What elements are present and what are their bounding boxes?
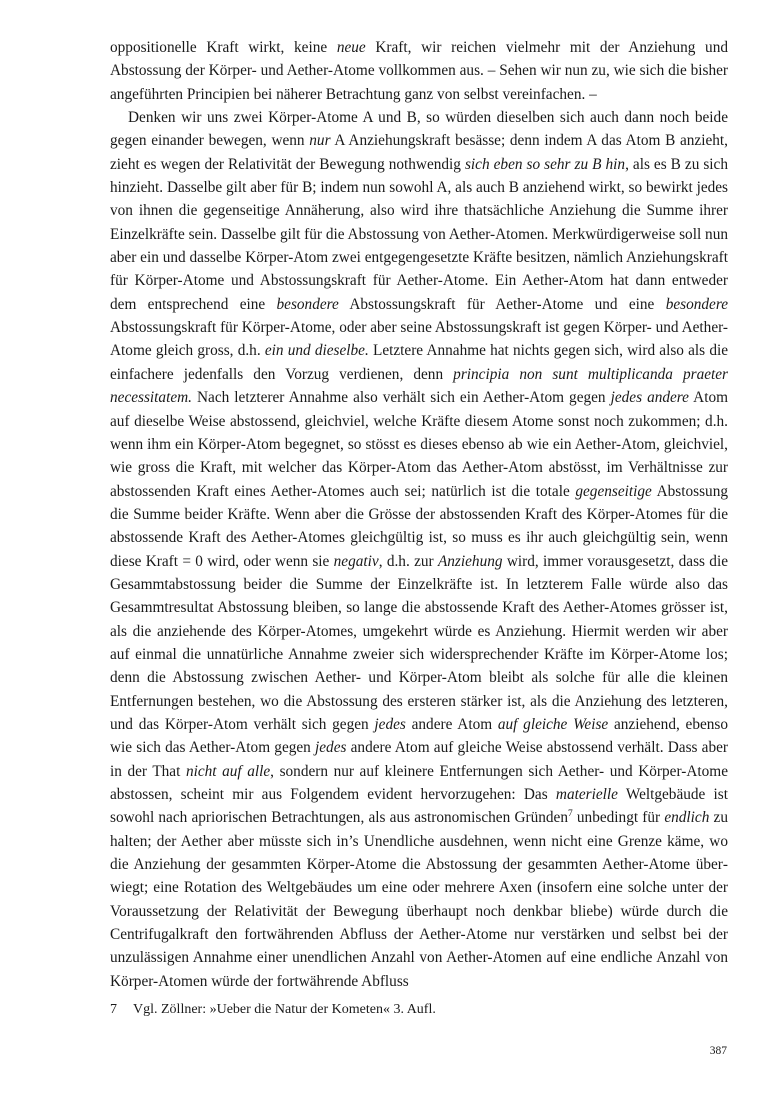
emphasis-text: nicht auf alle — [185, 762, 271, 780]
emphasis-text: auf gleiche Weise — [497, 715, 609, 733]
footnote-number: 7 — [110, 1002, 117, 1017]
emphasis-text: besondere — [665, 295, 728, 313]
emphasis-text: materielle — [555, 786, 618, 803]
emphasis-text: endlich — [664, 809, 710, 827]
body-text — [110, 36, 728, 993]
footnote-text: Vgl. Zöllner: »Ueber die Natur der Kometen« 3. Aufl. — [133, 1002, 436, 1017]
emphasis-text: principia non sunt multiplicanda praeter necessitatem. — [110, 365, 729, 407]
emphasis-text: neue — [336, 39, 366, 56]
emphasis-text: jedes — [315, 739, 347, 757]
emphasis-text: gegenseitige — [575, 482, 652, 500]
paragraph: Denken wir uns zwei Körper-Atome A und B, so würden dieselben sich auch dann noch beide gegen einander bewegen, wenn nur A Anziehungskraft besässe; denn indem A das Atom B anzieht, zieht es wegen der Relativität der Bewegung nothwendig sich eben so sehr zu B hin, als es B zu sich hinzieht. Dasselbe gilt aber für B; indem nun sowohl A, als auch B anziehend wirkt, so bewirkt jedes von ihnen die gegenseitige Annäherung, also wird ihre thatsächliche Anziehung die Summe ihrer Einzelkräfte sein. Dasselbe gilt für die Abstossung von Aether-Atomen. Merkwürdigerweise soll nun aber ein und dasselbe Körper-Atom zwei entgegengesetzte Kräfte besitzen, nämlich Anziehungskraft für Körper-Atome und Abstossungskraft für Aether-Atome. Ein Aether-Atom hat dann entweder dem entsprechend eine besondere Abstossungskraft für Aether-Atome und eine besondere Abstossungskraft für Körper-Atome, oder aber seine Abstossungskraft ist gegen Körper- und Aether-Atome gleich gross, d.h. ein und dieselbe. Letztere Annahme hat nichts gegen sich, wird also als die einfachere jedenfalls den Vorzug verdienen, denn principia non sunt multiplicanda praeter necessitatem. Nach letzterer Annahme also verhält sich ein Aether-Atom gegen jedes andere Atom auf dieselbe Weise abstossend, gleichviel, welche Kräfte diesem Atome sonst noch zukommen; d.h. wenn ihm ein Körper-Atom begegnet, so stösst es dieses ebenso ab wie ein Aether-Atom, gleichviel, wie gross die Kraft, mit welcher das Körper-Atom das Aether-Atom abstösst, im Verhältnisse zur abstossenden Kraft eines Aether-Atomes auch sei; natürlich ist die totale gegenseitige Abstossung die Summe beider Kräfte. Wenn aber die Grösse der abstossenden Kraft des Körper-Atomes für die abstossende Kraft des Aether-Atomes gleichgültig ist, so muss es ihr auch gleichgültig sein, wenn diese Kraft = 0 wird, oder wenn sie negativ, d.h. zur Anziehung wird, immer vorausgesetzt, dass die Gesammtabstossung beider die Summe der Einzelkräfte ist. In letzterem Falle würde also das Gesammtresultat Abstossung bleiben, so lange die abstossende Kraft des Aether-Atomes grösser ist, als die anziehende des Körper-Atomes, umgekehrt würde es Anziehung. Hiermit werden wir aber auf einmal die unnatürliche Annahme zweier sich widersprechender Kräfte im Körper-Atome los; denn die Abstossung zwischen Aether- und Körper-Atom bleibt als solche für alle die kleinen Entfernungen bestehen, wo die Abstossung des ersteren stärker ist, als die Anziehung des letzteren, und das Körper-Atom verhält sich gegen jedes andere Atom auf gleiche Weise anziehend, ebenso wie sich das Aether-Atom gegen jedes andere Atom auf gleiche Weise abstossend verhält. Dass aber in der That nicht auf alle, sondern nur auf kleinere Entfernungen sich Aether- und Körper-Atome abstossen, scheint mir aus Folgendem evident hervorzugehen: Das materielle Weltgebäude ist sowohl nach apriorischen Betrachtungen, als aus astronomischen Gründen$^7$ unbedingt für endlich zu halten; der Aether aber müsste sich in’s Unendliche ausdehnen, wenn nicht eine Grenze käme, wo die Anziehung der gesammten Körper-Atome die Abstossung der gesammten Aether-Atome überwiegt; eine Rotation des Weltgebäudes um eine oder mehrere Axen (insofern eine solche unter der Voraussetzung der Relativität der Bewegung überhaupt noch denkbar bliebe) würde durch die Centrifugalkraft den fortwährenden Abfluss der Aether-Atome nur verstärken und selbst bei der unzulässigen Annahme einer unendlichen Anzahl von Aether-Atomen auf eine endliche Anzahl von Körper-Atomen würde der fortwährende Abfluss — [110, 109, 729, 990]
emphasis-text: sich eben so sehr zu B hin — [464, 155, 626, 173]
footnote-reference: 7 — [567, 809, 573, 820]
paragraph: oppositionelle Kraft wirkt, keine neue Kraft, wir reichen vielmehr mit der Anziehung und Abstossung der Körper- und Aether-Atome vollkommen aus. – Sehen wir nun zu, wie sich die bisher angeführten Principien bei näherer Betrachtung ganz von selbst vereinfachen. – — [110, 39, 728, 103]
footnote — [110, 1001, 728, 1019]
emphasis-text: jedes — [374, 715, 406, 733]
emphasis-text: jedes andere — [610, 389, 689, 407]
emphasis-text: negativ — [333, 552, 379, 570]
page-number: 387 — [709, 1045, 727, 1057]
emphasis-text: Anziehung — [437, 552, 503, 570]
emphasis-text: nur — [309, 132, 331, 150]
emphasis-text: ein und dieselbe. — [264, 342, 369, 360]
emphasis-text: besondere — [276, 295, 339, 313]
